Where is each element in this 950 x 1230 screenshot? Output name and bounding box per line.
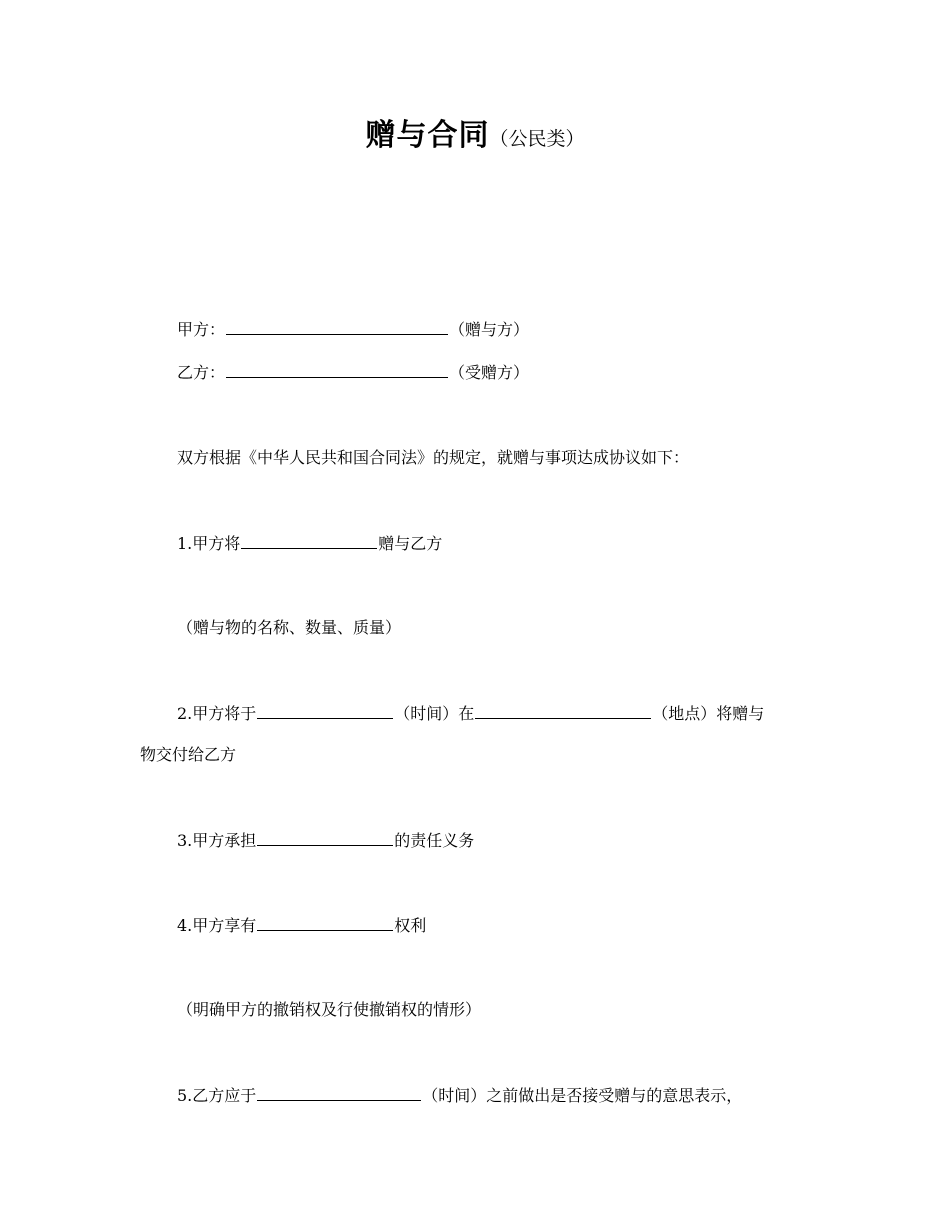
- clause-4-before: 4.甲方享有: [177, 916, 257, 935]
- clause-4-blank: [257, 913, 393, 931]
- clause-5-after: （时间）之前做出是否接受赠与的意思表示，: [422, 1086, 743, 1105]
- clause-5-time-blank: [257, 1083, 421, 1101]
- clause-1-note: （赠与物的名称、数量、质量）: [177, 618, 402, 637]
- party-b-line: [177, 360, 529, 385]
- clause-5: [177, 1083, 742, 1108]
- clause-4-after: 权利: [394, 916, 427, 935]
- party-b-role: （受赠方）: [449, 363, 530, 382]
- clause-1: [177, 531, 442, 556]
- clause-1-after: 赠与乙方: [378, 534, 443, 553]
- clause-1-before: 1.甲方将: [177, 534, 241, 553]
- clause-4-note: （明确甲方的撤销权及行使撤销权的情形）: [177, 1000, 482, 1019]
- clause-4: [177, 913, 426, 938]
- document-title: [0, 112, 950, 164]
- party-a-label: 甲方：: [177, 320, 226, 339]
- clause-2-place-blank: [475, 701, 651, 719]
- clause-3: [177, 828, 474, 853]
- clause-3-blank: [257, 828, 393, 846]
- clause-1-blank: [241, 531, 377, 549]
- clause-2-before: 2.甲方将于: [177, 704, 257, 723]
- clause-2-time: （时间）在: [394, 704, 475, 723]
- clause-5-before: 5.乙方应于: [177, 1086, 257, 1105]
- party-a-blank: [226, 317, 448, 335]
- party-b-label: 乙方：: [177, 363, 226, 382]
- party-a-role: （赠与方）: [449, 320, 530, 339]
- preamble: 双方根据《中华人民共和国合同法》的规定，就赠与事项达成协议如下：: [177, 448, 690, 467]
- clause-3-after: 的责任义务: [394, 831, 475, 850]
- clause-3-before: 3.甲方承担: [177, 831, 257, 850]
- clause-2-continuation: 物交付给乙方: [140, 745, 237, 764]
- clause-2: [177, 701, 764, 726]
- title-main: 赠与合同: [365, 118, 490, 153]
- title-subtitle: （公民类）: [489, 128, 585, 150]
- party-b-blank: [226, 360, 448, 378]
- clause-2-time-blank: [257, 701, 393, 719]
- clause-2-place: （地点）将赠与: [652, 704, 765, 723]
- party-a-line: [177, 317, 529, 342]
